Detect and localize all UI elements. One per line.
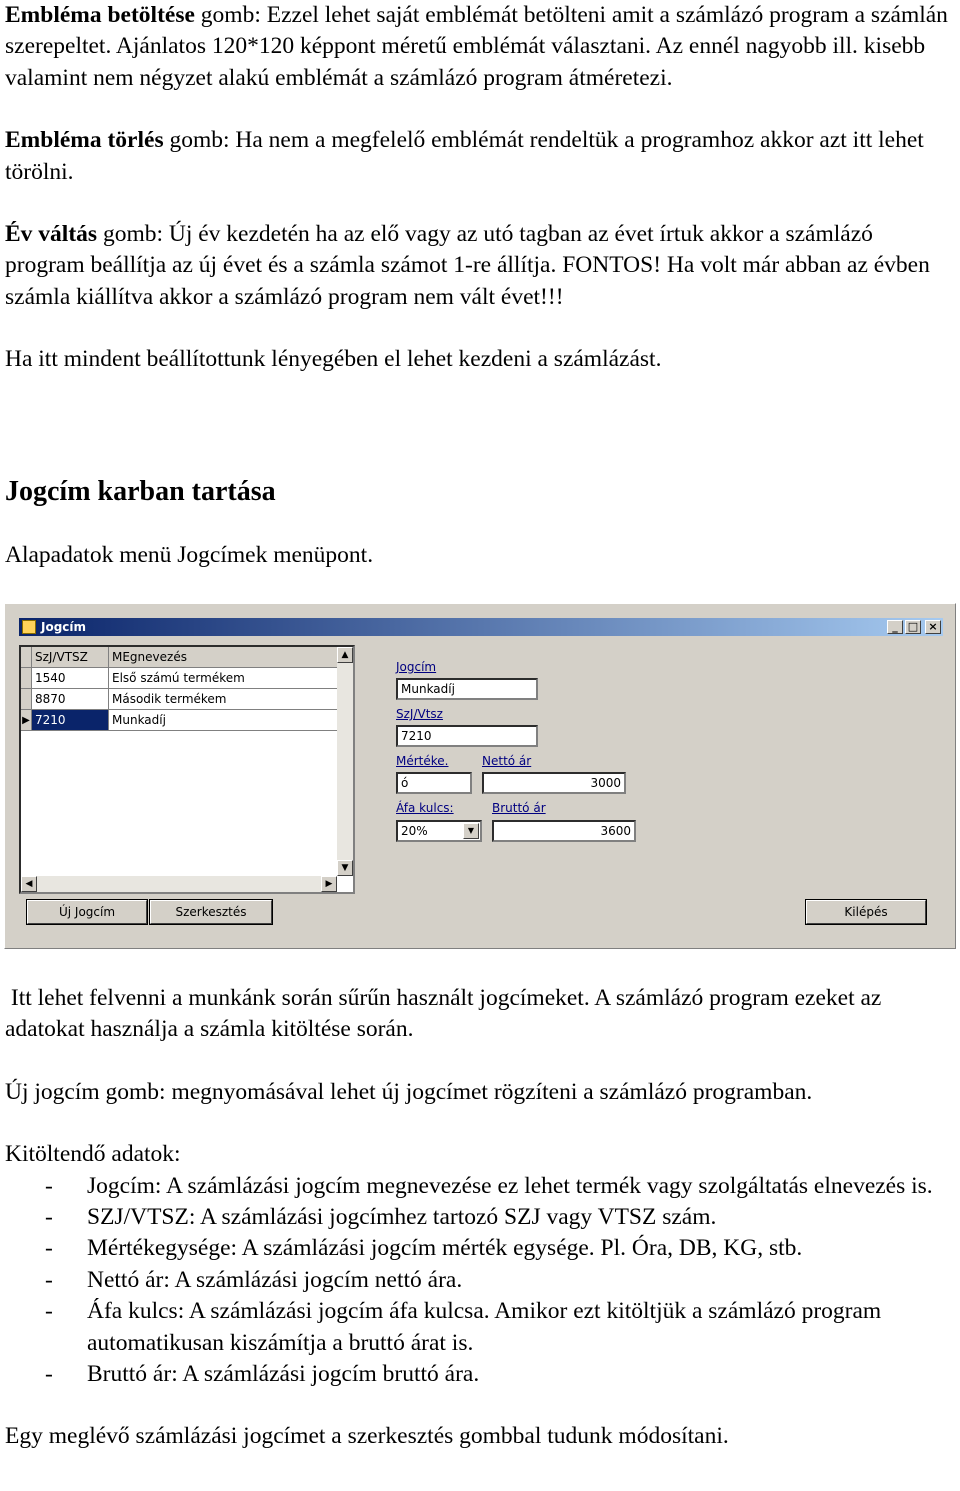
- scroll-right-icon[interactable]: ▶: [321, 876, 337, 892]
- netto-field[interactable]: 3000: [482, 772, 626, 794]
- list-item: [5, 1359, 955, 1390]
- window-title: Jogcím: [41, 620, 87, 634]
- list-item-text: Mértékegysége: A számlázási jogcím mérték egysége. Pl. Óra, DB, KG, stb.: [87, 1235, 803, 1262]
- app-icon: [22, 620, 36, 634]
- jogcim-window: [15, 614, 949, 942]
- paragraph-emblem-delete: [5, 125, 955, 188]
- szj-label: SzJ/Vtsz: [396, 707, 443, 721]
- row-indicator: [21, 689, 32, 710]
- year-change-term: Év váltás: [5, 221, 98, 248]
- window-titlebar: [19, 618, 943, 636]
- list-dash: -: [45, 1361, 53, 1388]
- emblem-delete-term: Embléma törlés: [5, 127, 164, 154]
- row-indicator: [21, 668, 32, 689]
- afa-value: 20%: [401, 824, 428, 838]
- grid-table: [21, 647, 341, 731]
- jogcim-grid[interactable]: [19, 645, 355, 894]
- bottom-text: [5, 983, 955, 1453]
- list-item-text: Jogcím: A számlázási jogcím megnevezése ez lehet termék vagy szolgáltatás elnevezés is.: [87, 1172, 933, 1199]
- paragraph-purpose: Itt lehet felvenni a munkánk során sűrűn használt jogcímeket. A számlázó program ezeket az adatokat használja a számla kitöltése során.: [5, 985, 888, 1043]
- window-screenshot: [4, 603, 956, 949]
- year-change-desc: gomb: Új év kezdetén ha az elő vagy az utó tagban az évet írtuk akkor a számlázó program beállítja az új évet és a számla számot 1-re állítja. FONTOS! Ha volt már abban az évben számla kiállítva akkor a számlázó program nem vált évet!!!: [5, 221, 930, 310]
- grid-header-row: [21, 647, 341, 668]
- paragraph-year-change: [5, 219, 955, 313]
- afa-select[interactable]: [396, 820, 482, 842]
- section-title: Jogcím karban tartása: [5, 476, 276, 507]
- row-name[interactable]: Munkadíj: [109, 710, 341, 731]
- list-item: [5, 1296, 955, 1359]
- section-subtitle: Alapadatok menü Jogcímek menüpont.: [5, 542, 374, 568]
- list-dash: -: [45, 1172, 53, 1199]
- mertek-field[interactable]: ó: [396, 772, 472, 794]
- edit-button[interactable]: Szerkesztés: [150, 900, 272, 924]
- row-code[interactable]: 7210: [32, 710, 109, 731]
- list-item-text: Áfa kulcs: A számlázási jogcím áfa kulcsa. Amikor ezt kitöltjük a számlázó program automatikusan kiszámítja a bruttó árat is.: [87, 1298, 882, 1356]
- table-row-selected[interactable]: [21, 710, 341, 731]
- vertical-scrollbar[interactable]: [337, 647, 353, 876]
- list-item-text: SZJ/VTSZ: A számlázási jogcímhez tartozó SZJ vagy VTSZ szám.: [87, 1204, 717, 1231]
- minimize-icon[interactable]: _: [887, 620, 903, 634]
- emblem-load-desc: gomb: Ezzel lehet saját emblémát betölteni amit a számlázó program a számlán szerepeltet. Ajánlatos 120*120 képpont méretű emblémát választani. Az ennél nagyobb ill. kisebb valamint nem négyzet alakú emblémát a számlázó program átméretezi.: [5, 2, 948, 91]
- list-dash: -: [45, 1204, 53, 1231]
- list-dash: -: [45, 1298, 53, 1325]
- list-item: [5, 1202, 955, 1233]
- paragraph-new-button: Új jogcím gomb: megnyomásával lehet új jogcímet rögzíteni a számlázó programban.: [5, 1078, 813, 1105]
- mertek-label: Mértéke.: [396, 754, 449, 768]
- netto-label: Nettó ár: [482, 754, 532, 768]
- close-icon[interactable]: ×: [925, 620, 941, 634]
- brutto-field[interactable]: 3600: [492, 820, 636, 842]
- grid-indicator-header: [21, 647, 32, 668]
- fields-list: [5, 1171, 955, 1391]
- row-name[interactable]: Első számú termékem: [109, 668, 341, 689]
- grid-header-code[interactable]: SzJ/VTSZ: [32, 647, 109, 668]
- row-pointer-icon: ▶: [21, 710, 32, 731]
- brutto-label: Bruttó ár: [492, 801, 546, 815]
- list-item: [5, 1171, 955, 1202]
- chevron-down-icon[interactable]: ▼: [463, 823, 479, 839]
- list-item: [5, 1233, 955, 1264]
- intro-text: [5, 0, 955, 376]
- list-item-text: Nettó ár: A számlázási jogcím nettó ára.: [87, 1266, 463, 1293]
- paragraph-emblem-load: [5, 0, 955, 94]
- jogcim-field[interactable]: Munkadíj: [396, 678, 538, 700]
- list-item-text: Bruttó ár: A számlázási jogcím bruttó ára.: [87, 1361, 480, 1388]
- row-code[interactable]: 1540: [32, 668, 109, 689]
- horizontal-scrollbar[interactable]: [21, 876, 337, 892]
- grid-header-name[interactable]: MEgnevezés: [109, 647, 341, 668]
- list-dash: -: [45, 1266, 53, 1293]
- afa-label: Áfa kulcs:: [396, 801, 454, 815]
- table-row[interactable]: [21, 689, 341, 710]
- emblem-delete-desc: gomb: Ha nem a megfelelő emblémát rendeltük a programhoz akkor azt itt lehet törölni.: [5, 127, 924, 185]
- list-item: [5, 1265, 955, 1296]
- scroll-left-icon[interactable]: ◀: [21, 876, 37, 892]
- list-title: Kitöltendő adatok:: [5, 1141, 181, 1168]
- paragraph-edit: Egy meglévő számlázási jogcímet a szerkesztés gombbal tudunk módosítani.: [5, 1423, 729, 1450]
- jogcim-label: Jogcím: [396, 660, 437, 674]
- scroll-up-icon[interactable]: ▲: [337, 647, 353, 663]
- list-dash: -: [45, 1235, 53, 1262]
- paragraph-ready: Ha itt mindent beállítottunk lényegében el lehet kezdeni a számlázást.: [5, 346, 662, 373]
- scroll-down-icon[interactable]: ▼: [337, 860, 353, 876]
- maximize-icon[interactable]: □: [905, 620, 921, 634]
- row-name[interactable]: Második termékem: [109, 689, 341, 710]
- table-row[interactable]: [21, 668, 341, 689]
- exit-button[interactable]: Kilépés: [806, 900, 926, 924]
- szj-field[interactable]: 7210: [396, 725, 538, 747]
- new-jogcim-button[interactable]: Új Jogcím: [27, 900, 147, 924]
- row-code[interactable]: 8870: [32, 689, 109, 710]
- emblem-load-term: Embléma betöltése: [5, 2, 195, 28]
